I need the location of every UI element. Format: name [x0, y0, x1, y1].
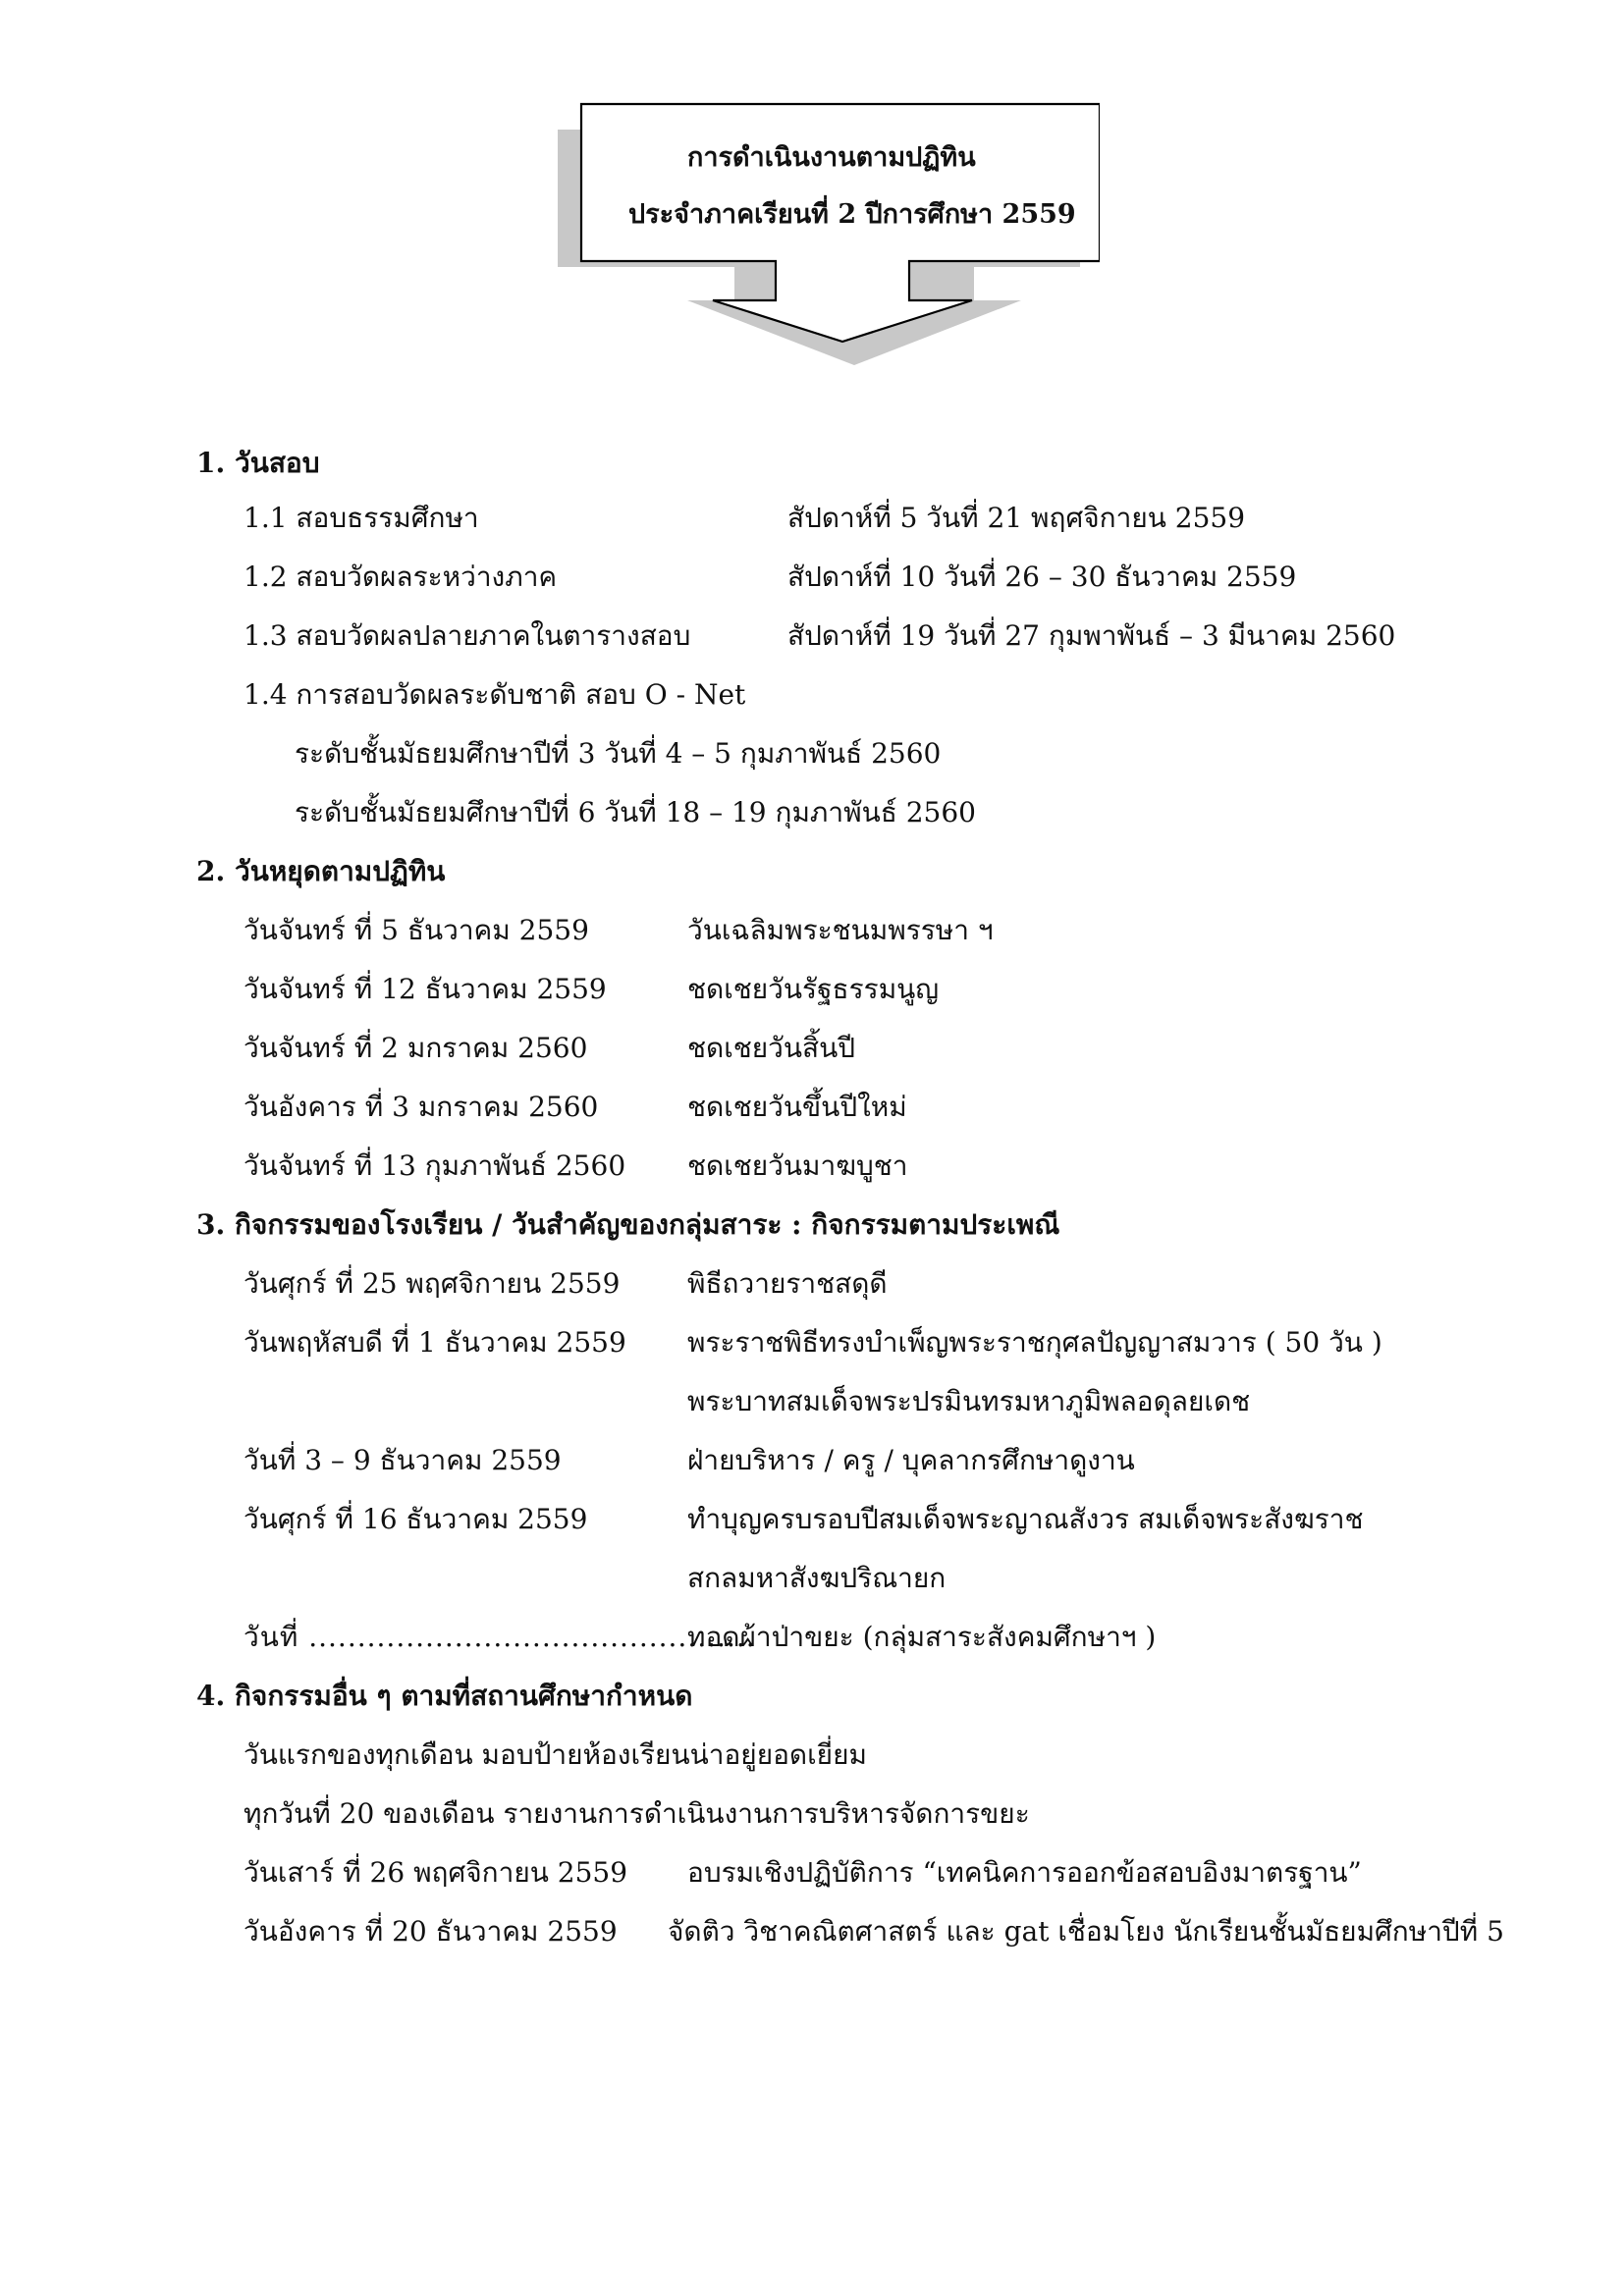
item-detail: อบรมเชิงปฏิบัติการ “เทคนิคการออกข้อสอบอิงมาตรฐาน” [687, 1856, 1362, 1889]
item-detail: ชดเชยวันสิ้นปี [687, 1032, 856, 1064]
item-detail: พระราชพิธีทรงบำเพ็ญพระราชกุศลปัญญาสมวาร ( 50 วัน ) [687, 1326, 1382, 1359]
item-detail: ทำบุญครบรอบปีสมเด็จพระญาณสังวร สมเด็จพระสังฆราช [687, 1503, 1364, 1535]
item-label: 1.2 สอบวัดผลระหว่างภาค [244, 561, 558, 593]
item-detail: ชดเชยวันรัฐธรรมนูญ [687, 973, 940, 1005]
item-detail: สัปดาห์ที่ 5 วันที่ 21 พฤศจิกายน 2559 [787, 502, 1246, 534]
item-label: 1.3 สอบวัดผลปลายภาคในตารางสอบ [244, 619, 691, 652]
item-label: 1.1 สอบธรรมศึกษา [244, 502, 479, 534]
item-label: วันจันทร์ ที่ 13 กุมภาพันธ์ 2560 [244, 1149, 626, 1182]
item-label: วันเสาร์ ที่ 26 พฤศจิกายน 2559 [244, 1856, 628, 1889]
item-detail: สัปดาห์ที่ 10 วันที่ 26 – 30 ธันวาคม 2559 [787, 561, 1297, 593]
item-label: วันแรกของทุกเดือน มอบป้ายห้องเรียนน่าอยู่ยอดเยี่ยม [244, 1738, 867, 1771]
banner-title-line1: การดำเนินงานตามปฏิทิน [687, 142, 976, 173]
item-detail: จัดติว วิชาคณิตศาสตร์ และ gat เชื่อมโยง นักเรียนชั้นมัธยมศึกษาปีที่ 5 [668, 1915, 1504, 1948]
item-label: วันศุกร์ ที่ 16 ธันวาคม 2559 [244, 1503, 588, 1535]
section-heading: 2. วันหยุดตามปฏิทิน [196, 855, 446, 887]
item-detail: ทอดผ้าป่าขยะ (กลุ่มสาระสังคมศึกษาฯ ) [687, 1621, 1157, 1653]
title-banner [550, 98, 1100, 373]
item-label: วันจันทร์ ที่ 5 ธันวาคม 2559 [244, 914, 589, 946]
item-detail: สกลมหาสังฆปริณายก [687, 1562, 947, 1594]
item-label: วันจันทร์ ที่ 12 ธันวาคม 2559 [244, 973, 607, 1005]
item-detail: ฝ่ายบริหาร / ครู / บุคลากรศึกษาดูงาน [687, 1444, 1135, 1476]
section-heading: 3. กิจกรรมของโรงเรียน / วันสำคัญของกลุ่มสาระ : กิจกรรมตามประเพณี [196, 1208, 1060, 1241]
item-label: วันพฤหัสบดี ที่ 1 ธันวาคม 2559 [244, 1326, 626, 1359]
item-label: ระดับชั้นมัธยมศึกษาปีที่ 3 วันที่ 4 – 5 กุมภาพันธ์ 2560 [295, 737, 942, 770]
item-label: วันจันทร์ ที่ 2 มกราคม 2560 [244, 1032, 588, 1064]
item-label-blank-date: วันที่ .............................................. [244, 1621, 756, 1653]
item-detail: วันเฉลิมพระชนมพรรษา ฯ [687, 914, 994, 946]
item-detail: ชดเชยวันมาฆบูชา [687, 1149, 908, 1182]
item-detail: พิธีถวายราชสดุดี [687, 1267, 888, 1300]
section-heading: 4. กิจกรรมอื่น ๆ ตามที่สถานศึกษากำหนด [196, 1680, 693, 1712]
section-heading: 1. วันสอบ [196, 447, 320, 479]
item-label: วันอังคาร ที่ 20 ธันวาคม 2559 [244, 1915, 618, 1948]
item-detail: พระบาทสมเด็จพระปรมินทรมหาภูมิพลอดุลยเดช [687, 1385, 1251, 1417]
item-label: ระดับชั้นมัธยมศึกษาปีที่ 6 วันที่ 18 – 19 กุมภาพันธ์ 2560 [295, 796, 976, 828]
item-label: วันอังคาร ที่ 3 มกราคม 2560 [244, 1091, 599, 1123]
item-detail: สัปดาห์ที่ 19 วันที่ 27 กุมพาพันธ์ – 3 มีนาคม 2560 [787, 619, 1396, 652]
item-detail: ชดเชยวันขึ้นปีใหม่ [687, 1091, 907, 1123]
item-label: วันศุกร์ ที่ 25 พฤศจิกายน 2559 [244, 1267, 621, 1300]
item-label: ทุกวันที่ 20 ของเดือน รายงานการดำเนินงานการบริหารจัดการขยะ [244, 1797, 1030, 1830]
item-label: วันที่ 3 – 9 ธันวาคม 2559 [244, 1444, 562, 1476]
banner-title-line2: ประจำภาคเรียนที่ 2 ปีการศึกษา 2559 [628, 199, 1076, 230]
item-label: 1.4 การสอบวัดผลระดับชาติ สอบ O - Net [244, 678, 746, 711]
